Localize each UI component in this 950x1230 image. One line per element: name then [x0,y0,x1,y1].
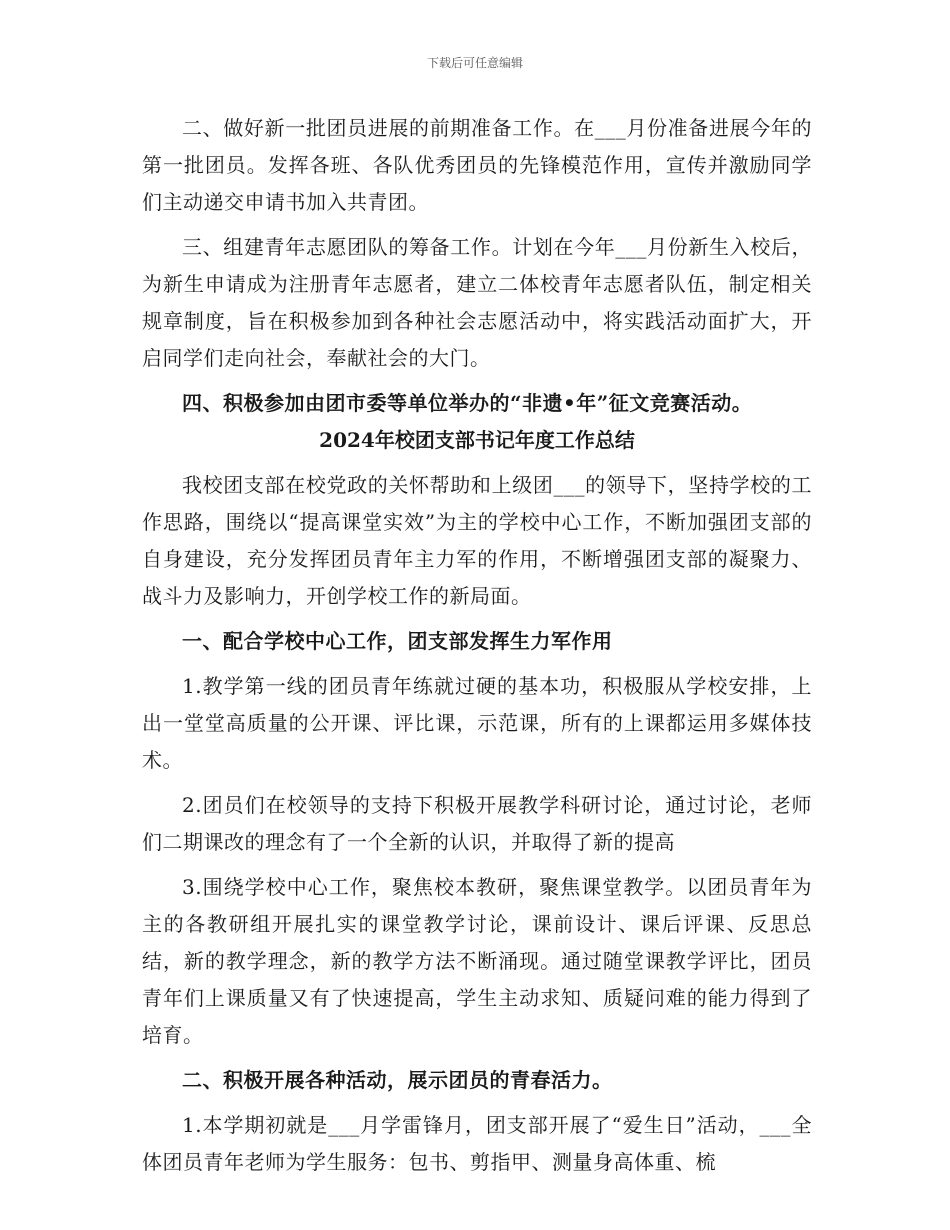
paragraph-item-3: 3.围绕学校中心工作，聚焦校本教研，聚焦课堂教学。以团员青年为主的各教研组开展扎实的课堂教学讨论，课前设计、课后评课、反思总结，新的教学理念，新的教学方法不断涌现。通过随堂课教学评比，团员青年们上课质量又有了快速提高，学生主动求知、质疑问难的能力得到了培育。 [142,875,812,1047]
section-heading-1: 一、配合学校中心工作，团支部发挥生力军作用 [182,629,613,653]
paragraph-item-4: 1.本学期初就是___月学雷锋月，团支部开展了“爱生日”活动，___全体团员青年老师为学生服务：包书、剪指甲、测量身高体重、梳 [142,1113,812,1174]
document-title: 2024年校团支部书记年度工作总结 [319,428,635,452]
paragraph-volunteer-team: 三、组建青年志愿团队的筹备工作。计划在今年___月份新生入校后，为新生申请成为注册青年志愿者，建立二体校青年志愿者队伍，制定相关规章制度，旨在积极参加到各种社会志愿活动中，将实践活动面扩大，开启同学们走向社会，奉献社会的大门。 [142,235,812,370]
paragraph-item-2: 2.团员们在校领导的支持下积极开展教学科研讨论，通过讨论，老师们二期课改的理念有了一个全新的认识，并取得了新的提高 [142,793,812,854]
section-heading-2: 二、积极开展各种活动，展示团员的青春活力。 [182,1068,613,1092]
document-body [142,110,812,1181]
header-note: 下载后可任意编辑 [426,56,523,70]
paragraph-intro: 我校团支部在校党政的关怀帮助和上级团___的领导下，坚持学校的工作思路，围绕以“提高课堂实效”为主的学校中心工作，不断加强团支部的自身建设，充分发挥团员青年主力军的作用，不断增强团支部的凝聚力、战斗力及影响力，开创学校工作的新局面。 [142,473,812,608]
paragraph-essay-contest: 四、积极参加由团市委等单位举办的“非遗•年”征文竞赛活动。 [182,391,753,415]
paragraph-recruit-members: 二、做好新一批团员进展的前期准备工作。在___月份准备进展今年的第一批团员。发挥各班、各队优秀团员的先锋模范作用，宣传并激励同学们主动递交申请书加入共青团。 [142,116,812,214]
paragraph-item-1: 1.教学第一线的团员青年练就过硬的基本功，积极服从学校安排，上出一堂堂高质量的公开课、评比课，示范课，所有的上课都运用多媒体技术。 [142,674,812,772]
